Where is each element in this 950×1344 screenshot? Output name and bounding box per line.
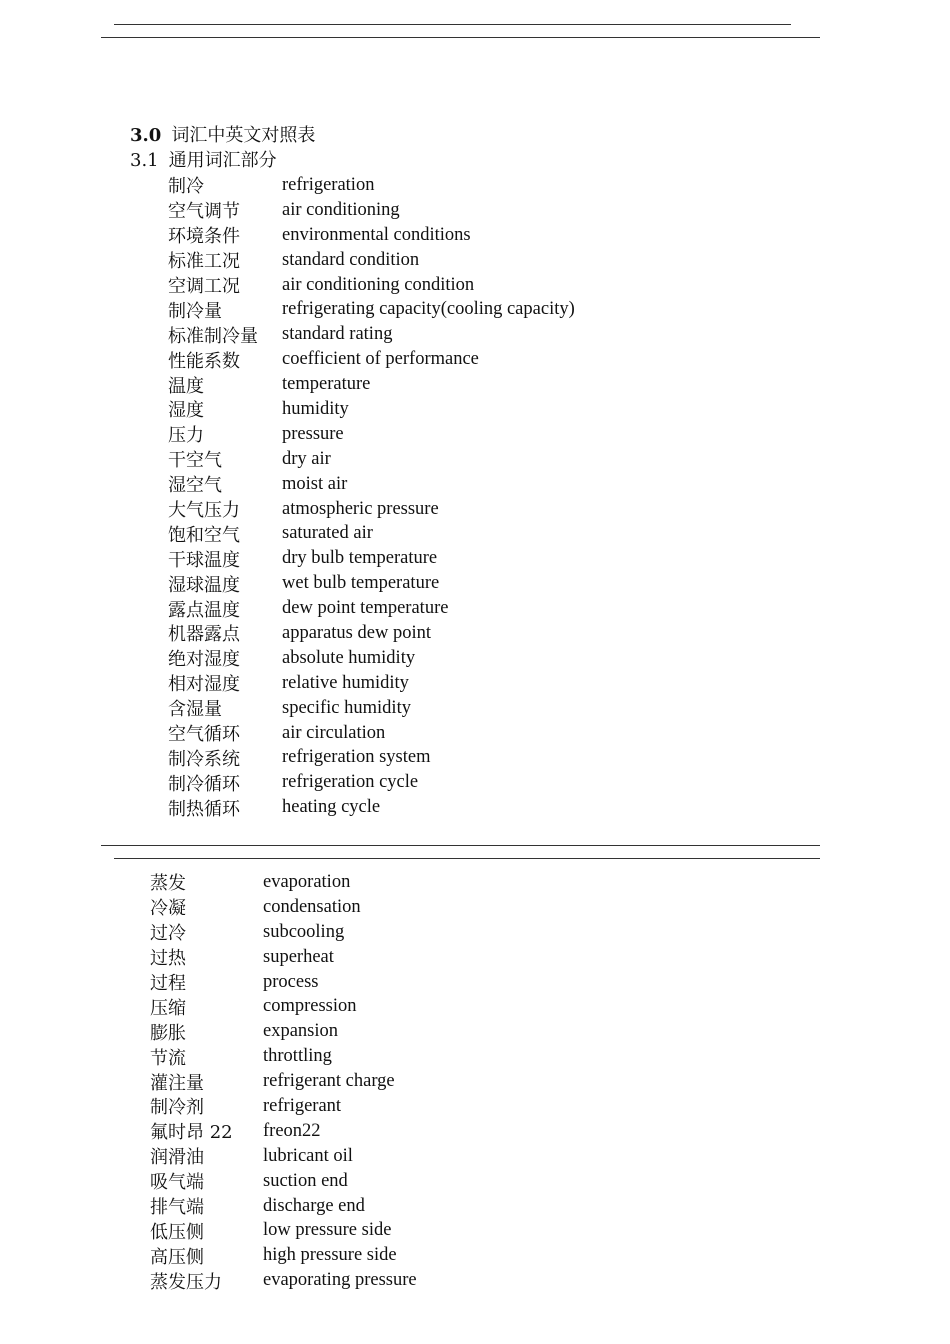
term-chinese: 压缩 [150,997,186,1019]
term-english: coefficient of performance [282,349,479,370]
term-chinese: 空气调节 [168,201,240,223]
term-chinese: 空调工况 [168,276,240,298]
section-title [130,123,315,148]
term-chinese: 膨胀 [150,1022,186,1044]
term-english: expansion [263,1021,339,1042]
term-english: refrigerating capacity(cooling capacity) [282,299,575,320]
term-english: dry bulb temperature [282,548,438,569]
term-english: absolute humidity [282,647,416,668]
glossary-entry [168,447,575,472]
glossary-entry [168,223,575,248]
section-title-text: 词汇中英文对照表 [171,125,316,146]
glossary-entry [168,596,575,621]
term-chinese: 蒸发压力 [150,1271,222,1293]
term-chinese: 标准工况 [168,251,240,273]
term-chinese: 氟时昂 22 [150,1122,233,1144]
term-english: refrigeration system [282,747,431,768]
glossary-list-general [168,173,575,820]
term-chinese: 温度 [168,375,204,397]
subsection-number: 3.1 [130,150,159,171]
term-english: superheat [263,946,334,967]
glossary-entry [168,721,575,746]
term-english: heating cycle [282,797,381,818]
term-english: discharge end [263,1195,365,1216]
term-english: standard condition [282,249,420,270]
glossary-entry [168,521,575,546]
term-english: environmental conditions [282,224,471,245]
term-english: suction end [263,1170,348,1191]
term-english: condensation [263,896,361,917]
glossary-entry [168,198,575,223]
term-english: wet bulb temperature [282,573,440,594]
term-chinese: 含湿量 [168,699,222,721]
glossary-entry [150,945,417,970]
term-english: refrigerant [263,1095,342,1116]
term-chinese: 大气压力 [168,500,240,522]
glossary-entry [168,472,575,497]
term-english: atmospheric pressure [282,498,439,519]
term-english: moist air [282,473,348,494]
term-chinese: 蒸发 [150,873,186,895]
glossary-entry [168,322,575,347]
term-chinese: 制热循环 [168,798,240,820]
glossary-entry [168,273,575,298]
term-english: refrigeration [282,174,375,195]
term-english: refrigerant charge [263,1071,395,1092]
term-english: relative humidity [282,672,409,693]
term-english: air conditioning condition [282,274,475,295]
glossary-entry [150,994,417,1019]
term-chinese: 压力 [168,425,204,447]
term-english: pressure [282,423,344,444]
term-english: evaporating pressure [263,1270,417,1291]
glossary-entry [150,970,417,995]
term-chinese: 性能系数 [168,350,240,372]
term-chinese: 湿球温度 [168,574,240,596]
term-chinese: 排气端 [150,1197,204,1219]
term-english: air circulation [282,722,386,743]
term-english: humidity [282,398,349,419]
term-chinese: 制冷量 [168,300,222,322]
term-english: saturated air [282,523,373,544]
term-english: process [263,971,319,992]
term-chinese: 湿度 [168,400,204,422]
term-chinese: 高压侧 [150,1246,204,1268]
term-chinese: 冷凝 [150,898,186,920]
term-chinese: 相对湿度 [168,674,240,696]
glossary-entry [168,497,575,522]
glossary-entry [168,297,575,322]
term-english: dry air [282,448,331,469]
glossary-entry [150,895,417,920]
term-chinese: 过热 [150,948,186,970]
page-break-rule-top [101,845,820,846]
term-chinese: 干空气 [168,450,222,472]
header-rule-bottom [101,37,820,38]
term-chinese: 露点温度 [168,599,240,621]
term-english: lubricant oil [263,1145,353,1166]
term-english: dew point temperature [282,598,449,619]
term-english: apparatus dew point [282,622,431,643]
term-english: refrigeration cycle [282,772,419,793]
glossary-entry [150,1169,417,1194]
term-chinese: 湿空气 [168,475,222,497]
glossary-entry [168,770,575,795]
glossary-entry [150,870,417,895]
glossary-entry [168,422,575,447]
glossary-entry [150,1119,417,1144]
term-chinese: 吸气端 [150,1172,204,1194]
term-chinese: 灌注量 [150,1072,204,1094]
term-chinese: 制冷剂 [150,1097,204,1119]
glossary-entry [168,546,575,571]
glossary-entry [168,795,575,820]
page-break-rule-bottom [114,858,820,859]
term-english: throttling [263,1046,332,1067]
glossary-entry [168,347,575,372]
section-number: 3.0 [130,125,162,146]
term-chinese: 饱和空气 [168,524,240,546]
term-chinese: 制冷循环 [168,773,240,795]
glossary-entry [168,173,575,198]
term-chinese: 机器露点 [168,624,240,646]
subsection-title-text: 通用词汇部分 [168,150,277,171]
term-chinese: 标准制冷量 [168,325,258,347]
glossary-entry [150,1218,417,1243]
glossary-entry [150,1019,417,1044]
glossary-entry [168,646,575,671]
term-english: low pressure side [263,1220,392,1241]
term-english: high pressure side [263,1245,397,1266]
glossary-entry [150,1243,417,1268]
term-chinese: 空气循环 [168,724,240,746]
glossary-entry [150,1069,417,1094]
glossary-entry [168,671,575,696]
glossary-entry [168,621,575,646]
subsection-title [130,148,277,173]
glossary-entry [150,920,417,945]
term-chinese: 干球温度 [168,549,240,571]
term-english: compression [263,996,357,1017]
glossary-entry [150,1144,417,1169]
term-english: standard rating [282,324,393,345]
term-chinese: 过程 [150,973,186,995]
glossary-entry [150,1094,417,1119]
glossary-entry [168,372,575,397]
term-english: specific humidity [282,697,411,718]
glossary-entry [150,1194,417,1219]
glossary-entry [168,571,575,596]
term-chinese: 环境条件 [168,226,240,248]
glossary-entry [150,1044,417,1069]
term-english: air conditioning [282,199,400,220]
glossary-entry [150,1268,417,1293]
glossary-list-continued [150,870,417,1293]
term-english: subcooling [263,921,345,942]
term-english: temperature [282,374,371,395]
term-chinese: 制冷 [168,176,204,198]
term-chinese: 过冷 [150,923,186,945]
glossary-entry [168,696,575,721]
glossary-entry [168,397,575,422]
term-english: freon22 [263,1120,321,1141]
term-chinese: 节流 [150,1047,186,1069]
header-rule-top [114,24,791,25]
glossary-entry [168,248,575,273]
term-chinese: 绝对湿度 [168,649,240,671]
glossary-entry [168,745,575,770]
term-chinese: 制冷系统 [168,748,240,770]
term-chinese: 低压侧 [150,1221,204,1243]
term-english: evaporation [263,871,351,892]
term-chinese: 润滑油 [150,1147,204,1169]
